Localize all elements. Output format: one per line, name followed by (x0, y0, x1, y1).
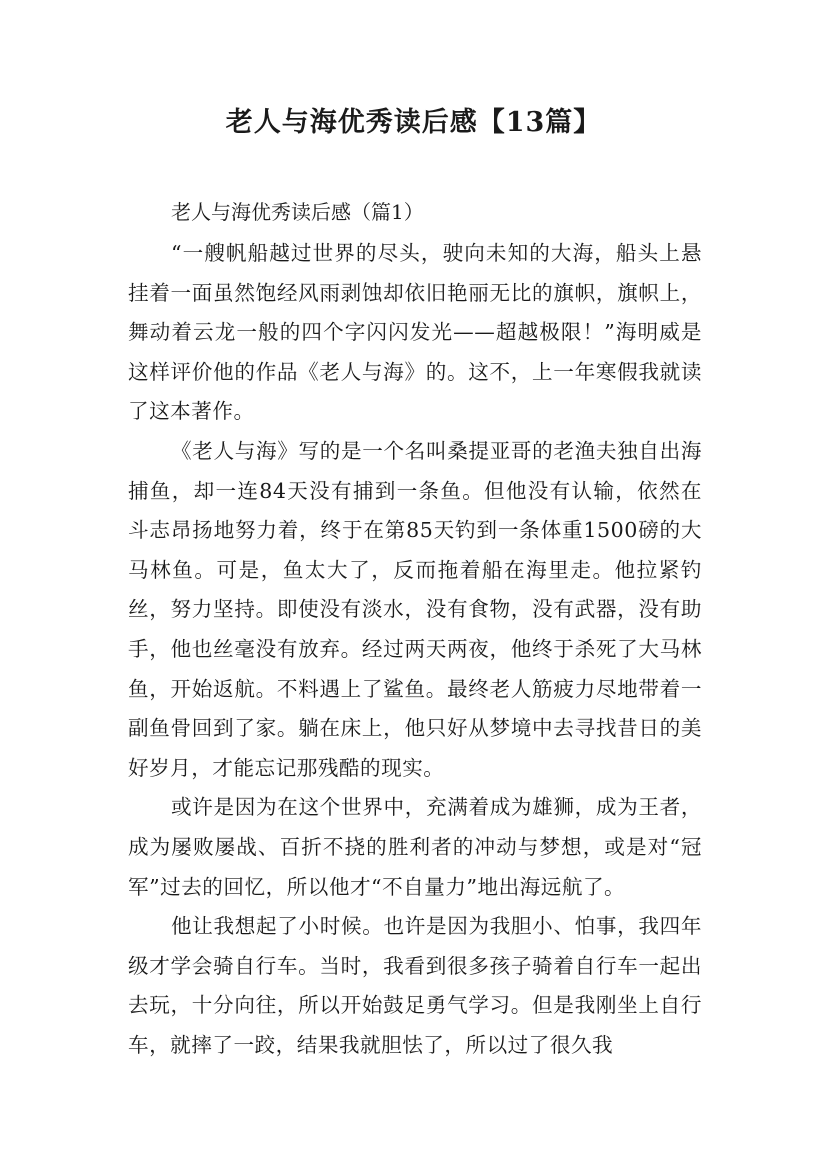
paragraph-3: 或许是因为在这个世界中，充满着成为雄狮，成为王者，成为屡败屡战、百折不挠的胜利者的冲动与梦想，或是对“冠军”过去的回忆，所以他才“不自量力”地出海远航了。 (128, 795, 702, 899)
document-body (128, 196, 702, 1065)
page-title: 老人与海优秀读后感【13篇】 (225, 107, 602, 138)
paragraph-4: 他让我想起了小时候。也许是因为我胆小、怕事，我四年级才学会骑自行车。当时，我看到很多孩子骑着自行车一起出去玩，十分向往，所以开始鼓足勇气学习。但是我刚坐上自行车，就摔了一跤，结果我就胆怯了，所以过了很久我 (128, 914, 702, 1057)
paragraph-1: “一艘帆船越过世界的尽头，驶向未知的大海，船头上悬挂着一面虽然饱经风雨剥蚀却依旧艳丽无比的旗帜，旗帜上，舞动着云龙一般的四个字闪闪发光——超越极限！”海明威是这样评价他的作品《老人与海》的。这不，上一年寒假我就读了这本著作。 (128, 241, 702, 424)
paragraph-2: 《老人与海》写的是一个名叫桑提亚哥的老渔夫独自出海捕鱼，却一连84天没有捕到一条鱼。但他没有认输，依然在斗志昂扬地努力着，终于在第85天钓到一条体重1500磅的大马林鱼。可是，鱼太大了，反而拖着船在海里走。他拉紧钓丝，努力坚持。即使没有淡水，没有食物，没有武器，没有助手，他也丝毫没有放弃。经过两天两夜，他终于杀死了大马林鱼，开始返航。不料遇上了鲨鱼。最终老人筋疲力尽地带着一副鱼骨回到了家。躺在床上，他只好从梦境中去寻找昔日的美好岁月，才能忘记那残酷的现实。 (128, 438, 702, 780)
section-heading: 老人与海优秀读后感（篇1） (171, 200, 424, 224)
